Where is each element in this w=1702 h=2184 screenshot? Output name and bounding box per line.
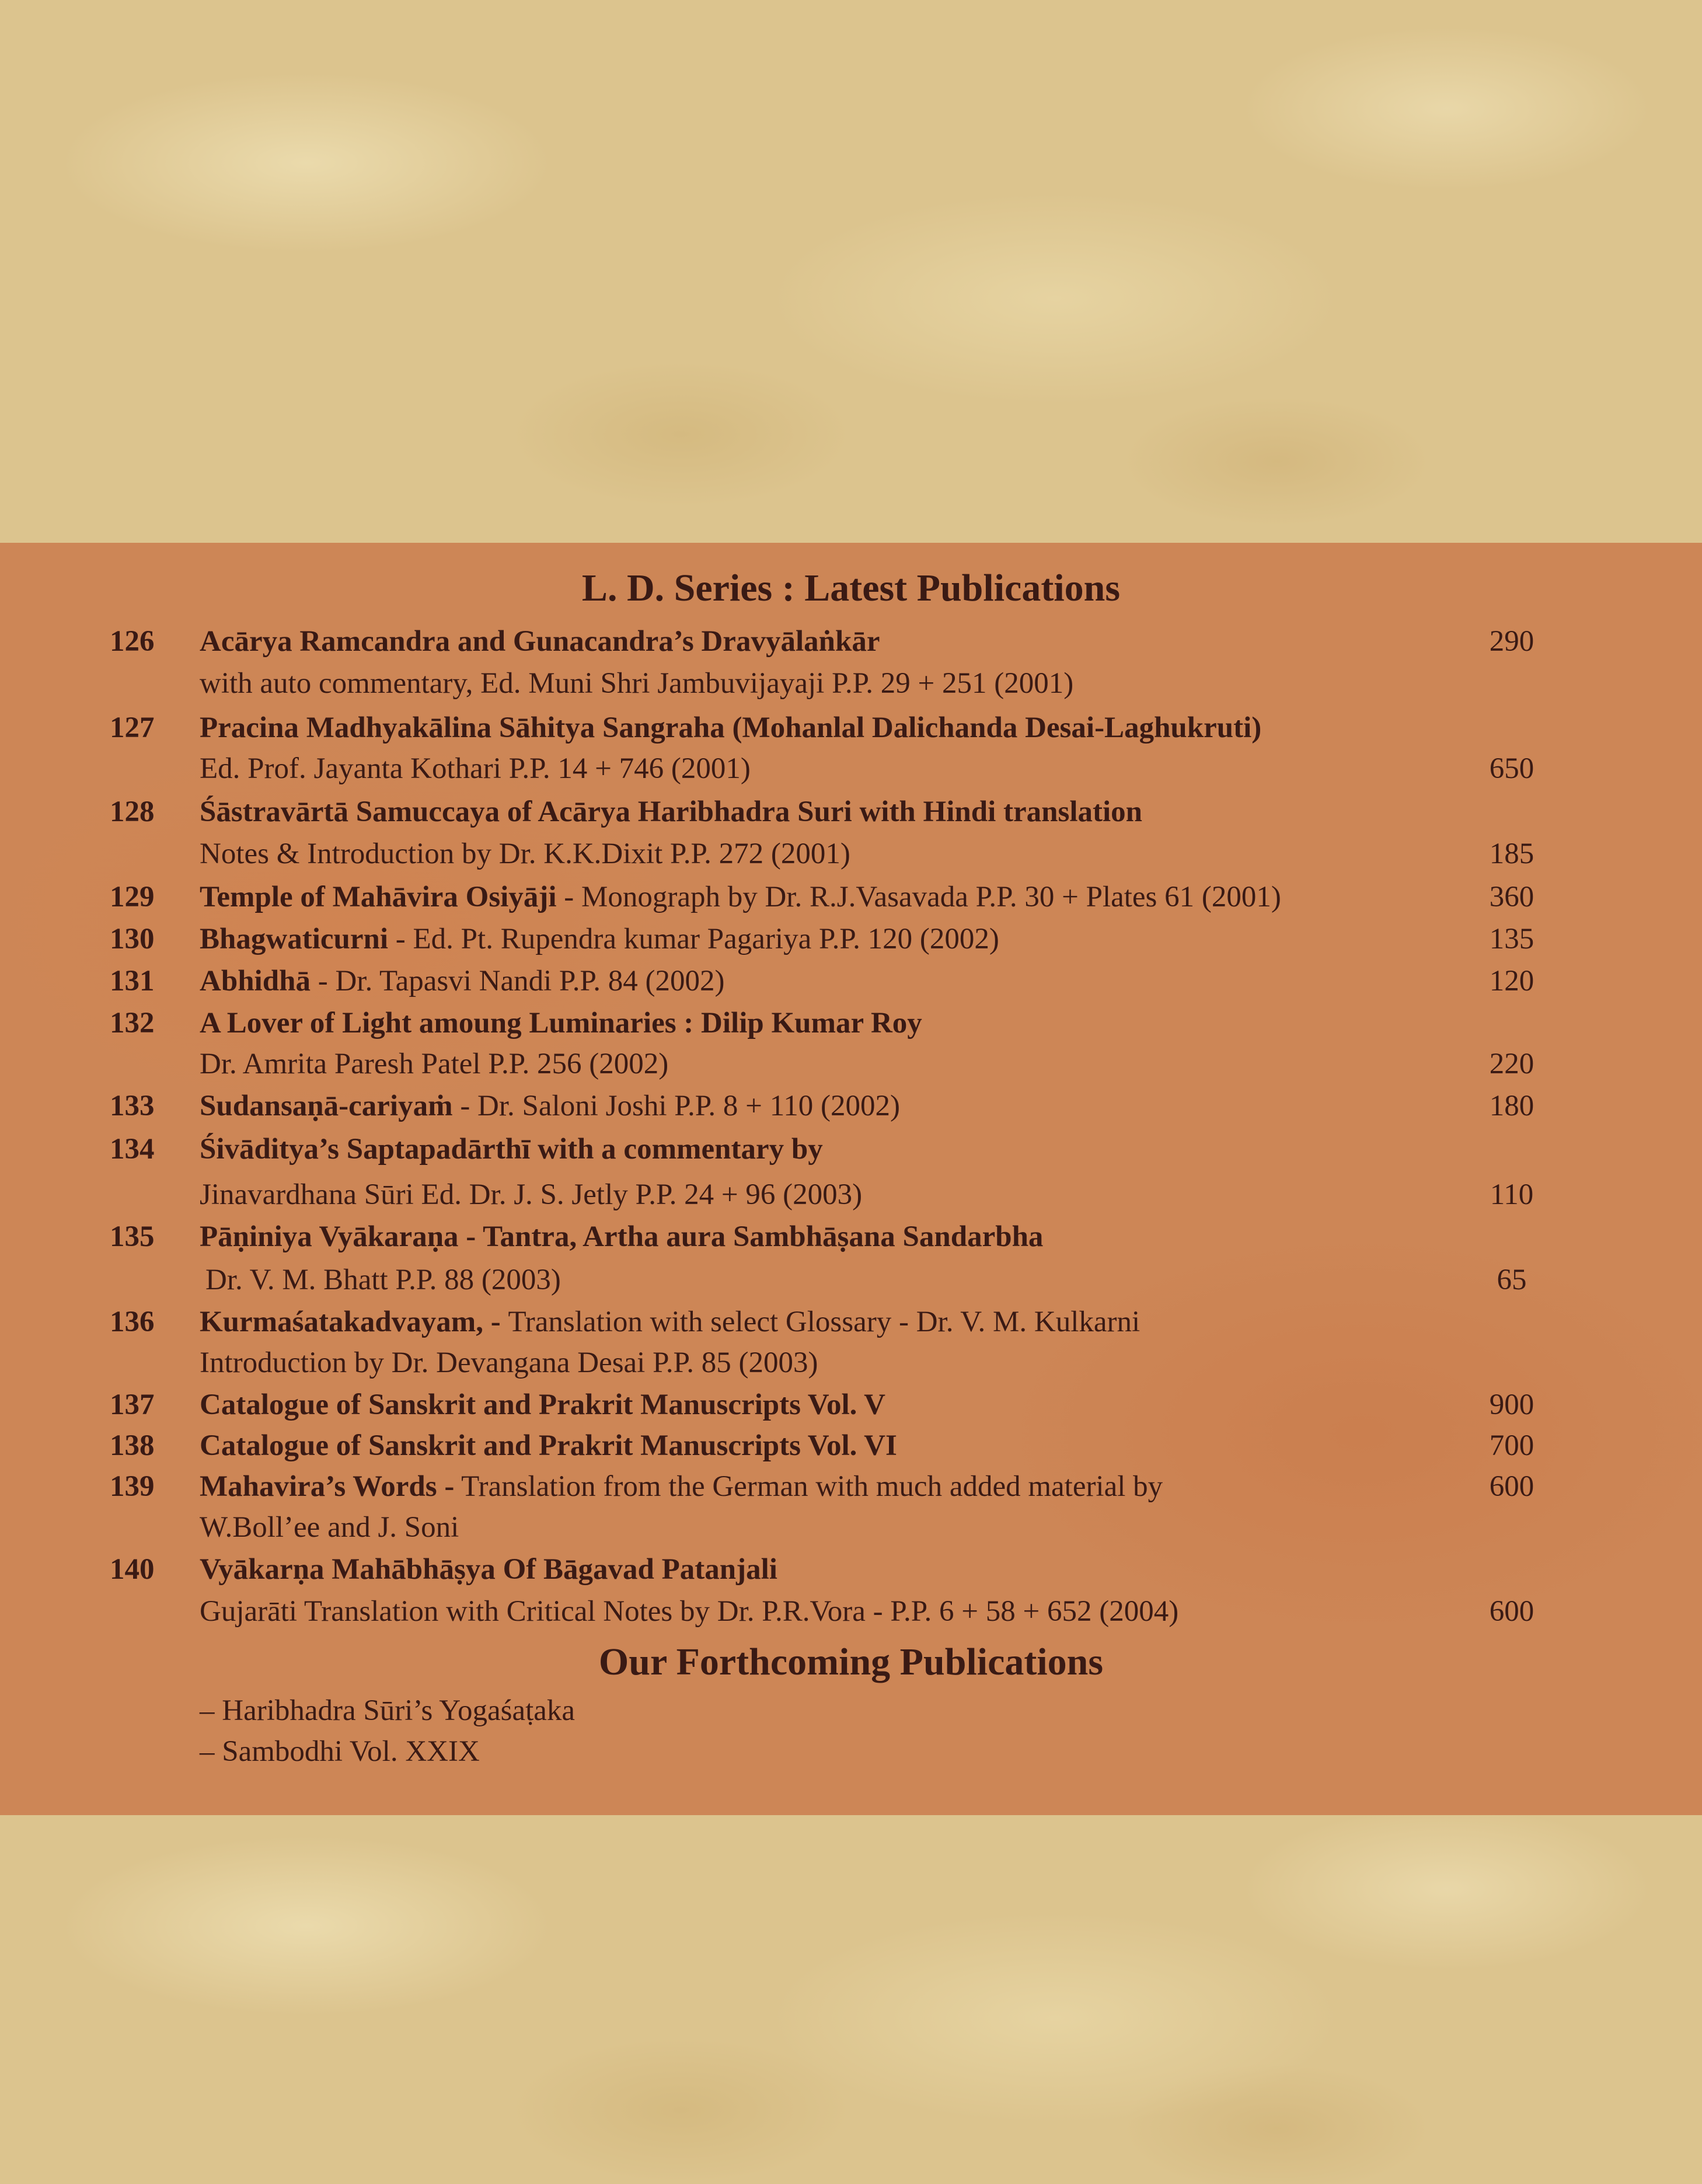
- paper-texture-bottom: [0, 1815, 1702, 2184]
- publication-number: 139: [110, 1470, 155, 1503]
- publication-number: 137: [110, 1388, 155, 1421]
- publication-title: Bhagwaticurni: [200, 923, 389, 955]
- publication-title: Temple of Mahāvira Osiyāji: [200, 881, 557, 913]
- publication-price: 650: [1489, 752, 1534, 785]
- publication-number: 133: [110, 1090, 155, 1122]
- publication-detail: - Monograph by Dr. R.J.Vasavada P.P. 30 + Plates 61 (2001): [556, 881, 1281, 913]
- publication-detail: Gujarāti Translation with Critical Notes by Dr. P.R.Vora - P.P. 6 + 58 + 652 (2004): [200, 1595, 1179, 1628]
- publication-detail: Jinavardhana Sūri Ed. Dr. J. S. Jetly P.P. 24 + 96 (2003): [200, 1178, 863, 1211]
- publication-detail: - Ed. Pt. Rupendra kumar Pagariya P.P. 120 (2002): [388, 923, 999, 955]
- forthcoming-item-text: – Sambodhi Vol. XXIX: [200, 1735, 480, 1768]
- publication-title: Kurmaśatakadvayam, -: [200, 1306, 508, 1338]
- publication-title: A Lover of Light amoung Luminaries : Dilip Kumar Roy: [200, 1007, 922, 1039]
- publication-detail: Ed. Prof. Jayanta Kothari P.P. 14 + 746 (2001): [200, 752, 751, 785]
- publication-price: 180: [1489, 1090, 1534, 1122]
- publication-price: 900: [1489, 1388, 1534, 1421]
- publication-price: 290: [1489, 625, 1534, 658]
- publication-price: 110: [1490, 1178, 1534, 1211]
- publication-price: 360: [1489, 881, 1534, 913]
- publication-number: 129: [110, 881, 155, 913]
- publication-number: 135: [110, 1220, 155, 1253]
- publication-number: 131: [110, 965, 155, 997]
- publication-title: Mahavira’s Words -: [200, 1470, 455, 1503]
- publication-title: Abhidhā: [200, 965, 311, 997]
- publication-detail: Notes & Introduction by Dr. K.K.Dixit P.P. 272 (2001): [200, 838, 850, 870]
- publication-number: 126: [110, 625, 155, 658]
- paper-texture-top: [0, 0, 1702, 543]
- publication-title: Pāṇiniya Vyākaraṇa - Tantra, Artha aura Sambhāṣana Sandarbha: [200, 1220, 1044, 1253]
- publication-number: 140: [110, 1553, 155, 1586]
- publication-number: 136: [110, 1306, 155, 1338]
- publication-price: 185: [1489, 838, 1534, 870]
- publication-detail: - Dr. Saloni Joshi P.P. 8 + 110 (2002): [452, 1090, 901, 1122]
- publication-number: 127: [110, 711, 155, 744]
- publications-panel: [0, 543, 1702, 1815]
- publication-title: Sudansaṇā-cariyaṁ: [200, 1090, 453, 1122]
- publication-price: 700: [1489, 1429, 1534, 1462]
- publication-number: 134: [110, 1133, 155, 1166]
- publication-detail: Translation with select Glossary - Dr. V. M. Kulkarni: [508, 1306, 1141, 1338]
- forthcoming-item-text: – Haribhadra Sūri’s Yogaśaṭaka: [200, 1694, 576, 1727]
- publication-title: Śāstravārtā Samuccaya of Acārya Haribhadra Suri with Hindi translation: [200, 796, 1143, 828]
- publication-price: 65: [1497, 1264, 1527, 1296]
- publication-price: 600: [1489, 1595, 1534, 1628]
- latest-publications-heading: L. D. Series : Latest Publications: [581, 567, 1121, 609]
- publication-price: 220: [1489, 1048, 1534, 1080]
- publication-detail: - Dr. Tapasvi Nandi P.P. 84 (2002): [310, 965, 725, 997]
- publication-title: Acārya Ramcandra and Gunacandra’s Dravyālaṅkār: [200, 625, 880, 658]
- publication-detail: Translation from the German with much added material by: [454, 1470, 1163, 1503]
- publication-title: Vyākarṇa Mahābhāṣya Of Bāgavad Patanjali: [200, 1553, 777, 1586]
- publication-price: 135: [1489, 923, 1534, 955]
- publication-number: 132: [110, 1007, 155, 1039]
- publication-price: 120: [1489, 965, 1534, 997]
- publication-title: Śivāditya’s Saptapadārthī with a commentary by: [200, 1133, 823, 1166]
- publication-title: Pracina Madhyakālina Sāhitya Sangraha (Mohanlal Dalichanda Desai-Laghukruti): [200, 711, 1262, 744]
- publication-detail: with auto commentary, Ed. Muni Shri Jambuvijayaji P.P. 29 + 251 (2001): [200, 667, 1074, 700]
- publication-number: 128: [110, 796, 155, 828]
- publication-price: 600: [1489, 1470, 1534, 1503]
- publication-title: Catalogue of Sanskrit and Prakrit Manuscripts Vol. V: [200, 1388, 886, 1421]
- publication-detail: Dr. V. M. Bhatt P.P. 88 (2003): [205, 1264, 561, 1296]
- forthcoming-publications-heading: Our Forthcoming Publications: [598, 1641, 1104, 1683]
- publication-detail: Dr. Amrita Paresh Patel P.P. 256 (2002): [200, 1048, 669, 1080]
- publication-number: 138: [110, 1429, 155, 1462]
- publication-title: Catalogue of Sanskrit and Prakrit Manuscripts Vol. VI: [200, 1429, 897, 1462]
- publication-detail-2: Introduction by Dr. Devangana Desai P.P. 85 (2003): [200, 1346, 818, 1379]
- publication-detail-2: W.Boll’ee and J. Soni: [200, 1511, 459, 1544]
- publication-number: 130: [110, 923, 155, 955]
